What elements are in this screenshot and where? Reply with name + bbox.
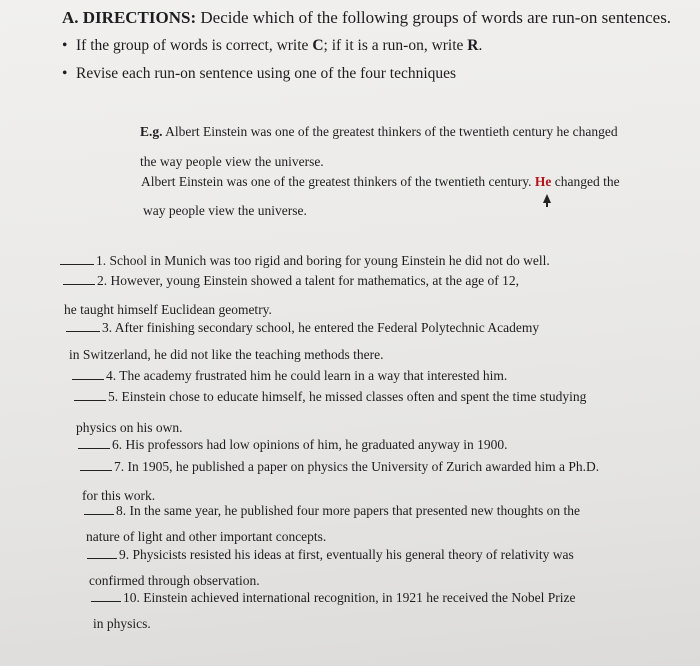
directions-text: Decide which of the following groups of words are run-on sentences. [196, 8, 672, 27]
list-item-continuation: for this work. [82, 488, 156, 503]
list-item: 3. After finishing secondary school, he entered the Federal Polytechnic Academy [66, 320, 539, 336]
bullet-revise: • Revise each run-on sentence using one of the four techniques [62, 65, 457, 82]
list-item: 8. In the same year, he published four more papers that presented new thoughts on the [84, 503, 580, 519]
answer-blank[interactable] [60, 263, 94, 265]
example-label: E.g. [140, 124, 163, 139]
list-item: 7. In 1905, he published a paper on physics the University of Zurich awarded him a Ph.D. [80, 459, 599, 475]
list-item: 5. Einstein chose to educate himself, he missed classes often and spent the time studying [74, 389, 586, 405]
list-item-continuation: in Switzerland, he did not like the teaching methods there. [69, 347, 384, 362]
list-item-continuation: nature of light and other important concepts. [86, 529, 327, 544]
answer-blank[interactable] [78, 447, 110, 449]
example-line-3: Albert Einstein was one of the greatest thinkers of the twentieth century. He changed the [141, 174, 620, 189]
example-line-2: the way people view the universe. [140, 154, 324, 169]
directions-heading [62, 8, 671, 28]
answer-blank[interactable] [84, 513, 114, 515]
list-item: 9. Physicists resisted his ideas at first, eventually his general theory of relativity was [87, 547, 574, 563]
list-item-continuation: in physics. [93, 616, 151, 631]
answer-blank[interactable] [87, 557, 117, 559]
list-item: 2. However, young Einstein showed a talent for mathematics, at the age of 12, [63, 273, 519, 289]
bullet-dot-icon: • [62, 65, 68, 82]
answer-blank[interactable] [72, 378, 104, 380]
example-line-1: E.g. Albert Einstein was one of the greatest thinkers of the twentieth century he changed [140, 124, 618, 139]
answer-blank[interactable] [80, 469, 112, 471]
directions-label: A. DIRECTIONS: [62, 8, 197, 27]
list-item: 4. The academy frustrated him he could learn in a way that interested him. [72, 368, 507, 384]
list-item-continuation: confirmed through observation. [89, 573, 260, 588]
list-item-continuation: physics on his own. [76, 420, 183, 435]
answer-blank[interactable] [74, 399, 106, 401]
list-item: 10. Einstein achieved international recognition, in 1921 he received the Nobel Prize [91, 590, 575, 606]
example-line-4: way people view the universe. [143, 203, 307, 218]
example-highlight: He [534, 174, 552, 189]
answer-blank[interactable] [66, 330, 100, 332]
list-item-continuation: he taught himself Euclidean geometry. [64, 302, 272, 317]
answer-blank[interactable] [91, 600, 121, 602]
list-item: 1. School in Munich was too rigid and boring for young Einstein he did not do well. [60, 253, 550, 269]
list-item: 6. His professors had low opinions of him, he graduated anyway in 1900. [78, 437, 508, 453]
answer-blank[interactable] [63, 283, 95, 285]
mouse-cursor-icon [543, 194, 551, 203]
bullet-dot-icon: • [62, 37, 68, 54]
bullet-correct-or-runon: • If the group of words is correct, write C; if it is a run-on, write R. [62, 37, 483, 54]
